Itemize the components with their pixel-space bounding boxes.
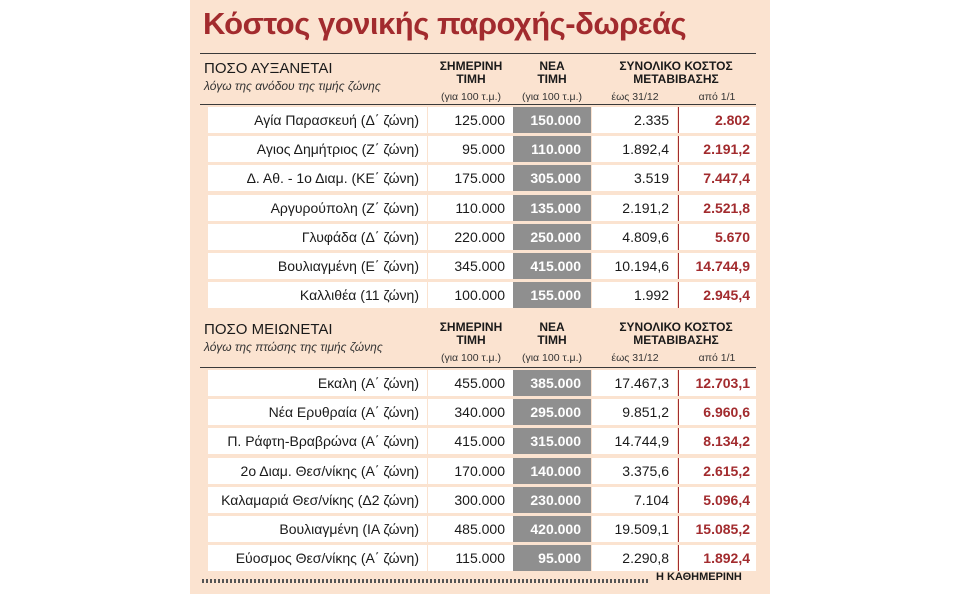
new-price-cell: 385.000: [513, 370, 591, 396]
current-price-cell: 300.000: [428, 487, 513, 513]
current-price-cell: 455.000: [428, 370, 513, 396]
cost-until-3112-cell: 2.290,8: [592, 545, 677, 571]
cost-until-3112-cell: 19.509,1: [592, 516, 677, 542]
area-cell: Αργυρούπολη (Ζ΄ ζώνη): [208, 195, 427, 221]
new-header-line2: ΤΙΜΗ: [537, 72, 567, 86]
cost-from-11-cell: 2.191,2: [678, 136, 756, 162]
new-price-cell: 230.000: [513, 487, 591, 513]
cost-until-3112-cell: 1.992: [592, 282, 677, 308]
section-title: ΠΟΣΟ ΑΥΞΑΝΕΤΑΙ: [204, 60, 333, 77]
area-cell: Δ. Αθ. - 1ο Διαμ. (ΚΕ΄ ζώνη): [208, 165, 427, 191]
until-label: έως 31/12: [611, 352, 659, 364]
section-header-rule: [200, 104, 756, 105]
cost-from-11-cell: 2.945,4: [678, 282, 756, 308]
total-header-line2: ΜΕΤΑΒΙΒΑΣΗΣ: [633, 72, 719, 86]
current-price-cell: 170.000: [428, 458, 513, 484]
column-header-new: [512, 321, 592, 347]
unit-current: (για 100 τ.μ.): [440, 352, 502, 364]
cost-from-11-cell: 8.134,2: [678, 428, 756, 454]
current-price-cell: 415.000: [428, 428, 513, 454]
total-header-line1: ΣΥΝΟΛΙΚΟ ΚΟΣΤΟΣ: [619, 59, 733, 73]
table-row: [200, 194, 756, 222]
cost-from-11-cell: 2.521,8: [678, 195, 756, 221]
area-cell: Εκαλη (Α΄ ζώνη): [208, 370, 427, 396]
column-header-new: [512, 60, 592, 86]
data-table: [200, 106, 756, 310]
current-price-cell: 175.000: [428, 165, 513, 191]
source-label: Η ΚΑΘΗΜΕΡΙΝΗ: [656, 571, 742, 583]
table-row: [200, 281, 756, 309]
current-header-line2: ΤΙΜΗ: [456, 333, 486, 347]
new-price-cell: 315.000: [513, 428, 591, 454]
new-price-cell: 95.000: [513, 545, 591, 571]
current-price-cell: 95.000: [428, 136, 513, 162]
new-price-cell: 415.000: [513, 253, 591, 279]
current-price-cell: 340.000: [428, 399, 513, 425]
area-cell: Π. Ράφτη-Βραβρώνα (Α΄ ζώνη): [208, 428, 427, 454]
current-price-cell: 485.000: [428, 516, 513, 542]
cost-from-11-cell: 14.744,9: [678, 253, 756, 279]
table-row: [200, 135, 756, 163]
unit-new: (για 100 τ.μ.): [521, 352, 583, 364]
table-row: [200, 398, 756, 426]
cost-until-3112-cell: 2.335: [592, 107, 677, 133]
current-header-line1: ΣΗΜΕΡΙΝΗ: [439, 59, 503, 73]
total-header-line2: ΜΕΤΑΒΙΒΑΣΗΣ: [633, 333, 719, 347]
footer-dotted-bar: [202, 579, 650, 583]
until-label: έως 31/12: [611, 91, 659, 103]
table-row: [200, 544, 756, 572]
cost-until-3112-cell: 9.851,2: [592, 399, 677, 425]
new-price-cell: 135.000: [513, 195, 591, 221]
section-subtitle: λόγω της πτώσης της τιμής ζώνης: [204, 340, 383, 354]
current-price-cell: 110.000: [428, 195, 513, 221]
cost-until-3112-cell: 1.892,4: [592, 136, 677, 162]
area-cell: Καλλιθέα (11 ζώνη): [208, 282, 427, 308]
new-price-cell: 295.000: [513, 399, 591, 425]
cost-until-3112-cell: 10.194,6: [592, 253, 677, 279]
area-cell: Εύοσμος Θεσ/νίκης (Α΄ ζώνη): [208, 545, 427, 571]
chart-title: Κόστος γονικής παροχής-δωρεάς: [203, 6, 687, 41]
table-row: [200, 223, 756, 251]
cost-until-3112-cell: 2.191,2: [592, 195, 677, 221]
cost-from-11-cell: 1.892,4: [678, 545, 756, 571]
current-header-line1: ΣΗΜΕΡΙΝΗ: [439, 320, 503, 334]
cost-from-11-cell: 2.615,2: [678, 458, 756, 484]
cost-until-3112-cell: 7.104: [592, 487, 677, 513]
total-header-line1: ΣΥΝΟΛΙΚΟ ΚΟΣΤΟΣ: [619, 320, 733, 334]
new-header-line1: ΝΕΑ: [539, 320, 565, 334]
table-row: [200, 106, 756, 134]
area-cell: Αγιος Δημήτριος (Ζ΄ ζώνη): [208, 136, 427, 162]
column-header-total: [596, 60, 756, 86]
new-price-cell: 250.000: [513, 224, 591, 250]
area-cell: Βουλιαγμένη (ΙΑ ζώνη): [208, 516, 427, 542]
current-price-cell: 100.000: [428, 282, 513, 308]
cost-until-3112-cell: 14.744,9: [592, 428, 677, 454]
new-price-cell: 420.000: [513, 516, 591, 542]
cost-until-3112-cell: 3.375,6: [592, 458, 677, 484]
new-price-cell: 305.000: [513, 165, 591, 191]
table-row: [200, 164, 756, 192]
new-header-line1: ΝΕΑ: [539, 59, 565, 73]
table-row: [200, 515, 756, 543]
cost-from-11-cell: 5.670: [678, 224, 756, 250]
cost-from-11-cell: 12.703,1: [678, 370, 756, 396]
current-price-cell: 115.000: [428, 545, 513, 571]
new-header-line2: ΤΙΜΗ: [537, 333, 567, 347]
cost-until-3112-cell: 17.467,3: [592, 370, 677, 396]
table-row: [200, 427, 756, 455]
column-header-current: [426, 321, 516, 347]
unit-current: (για 100 τ.μ.): [440, 91, 502, 103]
data-table: [200, 369, 756, 573]
table-row: [200, 486, 756, 514]
cost-from-11-cell: 6.960,6: [678, 399, 756, 425]
current-price-cell: 345.000: [428, 253, 513, 279]
new-price-cell: 155.000: [513, 282, 591, 308]
column-header-total: [596, 321, 756, 347]
area-cell: Νέα Ερυθραία (Α΄ ζώνη): [208, 399, 427, 425]
area-cell: 2ο Διαμ. Θεσ/νίκης (Α΄ ζώνη): [208, 458, 427, 484]
area-cell: Καλαμαριά Θεσ/νίκης (Δ2 ζώνη): [208, 487, 427, 513]
from-label: από 1/1: [698, 91, 736, 103]
area-cell: Γλυφάδα (Δ΄ ζώνη): [208, 224, 427, 250]
current-price-cell: 125.000: [428, 107, 513, 133]
column-header-current: [426, 60, 516, 86]
title-rule: [200, 53, 756, 54]
section-subtitle: λόγω της ανόδου της τιμής ζώνης: [204, 79, 381, 93]
new-price-cell: 150.000: [513, 107, 591, 133]
section-title: ΠΟΣΟ ΜΕΙΩΝΕΤΑΙ: [204, 321, 333, 338]
cost-from-11-cell: 5.096,4: [678, 487, 756, 513]
new-price-cell: 110.000: [513, 136, 591, 162]
current-header-line2: ΤΙΜΗ: [456, 72, 486, 86]
area-cell: Αγία Παρασκευή (Δ΄ ζώνη): [208, 107, 427, 133]
cost-until-3112-cell: 3.519: [592, 165, 677, 191]
from-label: από 1/1: [698, 352, 736, 364]
current-price-cell: 220.000: [428, 224, 513, 250]
cost-from-11-cell: 2.802: [678, 107, 756, 133]
table-row: [200, 457, 756, 485]
cost-until-3112-cell: 4.809,6: [592, 224, 677, 250]
cost-from-11-cell: 15.085,2: [678, 516, 756, 542]
area-cell: Βουλιαγμένη (Ε΄ ζώνη): [208, 253, 427, 279]
unit-new: (για 100 τ.μ.): [521, 91, 583, 103]
new-price-cell: 140.000: [513, 458, 591, 484]
table-row: [200, 369, 756, 397]
cost-from-11-cell: 7.447,4: [678, 165, 756, 191]
section-header-rule: [200, 367, 756, 368]
table-row: [200, 252, 756, 280]
